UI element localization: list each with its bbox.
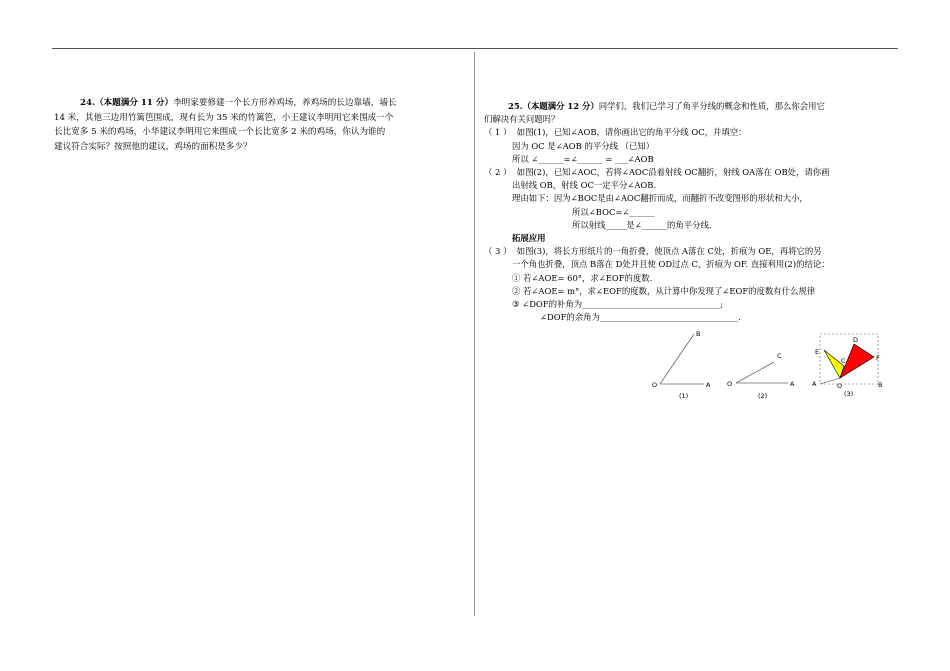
q24-line-3: 长比宽多 5 米的鸡场，小华建议李明用它来围成一个长比宽多 2 米的鸡场，你认为谁的 xyxy=(54,127,386,137)
label-c: C xyxy=(777,352,782,360)
p2-reason: 理由如下：因为∠BOC是由∠AOC翻折而成，而翻折不改变图形的形状和大小， xyxy=(512,193,808,204)
p1-so: 所以 ∠______=∠______ = ___∠AOB xyxy=(512,153,654,164)
q25-part-3 xyxy=(484,245,904,258)
label-e: E xyxy=(815,348,820,356)
p1-because: 因为 OC 是∠AOB 的平分线 （已知） xyxy=(512,140,655,151)
label-o: O xyxy=(652,381,658,389)
label-c: C xyxy=(841,357,846,365)
label-o: O xyxy=(837,382,843,390)
p3-label: （ 3 ） xyxy=(484,246,512,257)
sub-question-1: ① 若∠AOE= 60°，求∠EOF的度数. xyxy=(512,272,653,283)
top-rule xyxy=(52,48,898,49)
label-a: A xyxy=(706,381,711,389)
label-d: D xyxy=(853,336,859,344)
sub-question-3b: ∠DOF的余角为_________________________________. xyxy=(540,312,741,323)
ray-oc xyxy=(736,362,774,383)
p3-text: 如图(3)，将长方形纸片的一角折叠，使顶点 A落在 C处，折痕为 OE，再将它的另 xyxy=(516,246,822,257)
p1-label: （ 1 ） xyxy=(484,127,512,138)
caption-2: (2) xyxy=(758,392,768,400)
p2-reason-2: 所以∠BOC=∠______ xyxy=(572,206,655,217)
column-divider xyxy=(474,52,475,616)
label-a: A xyxy=(812,380,817,388)
q25-intro-1: 同学们，我们已学习了角平分线的概念和性质，那么你会用它 xyxy=(598,101,825,111)
label-o: O xyxy=(727,380,733,388)
q24-line-1 xyxy=(54,96,468,111)
question-24 xyxy=(54,96,468,154)
q25-score: （本题满分 12 分） xyxy=(522,101,599,111)
p2-text: 如图(2)，已知∠AOC，若将∠AOC沿着射线 OC翻折，射线 OA落在 OB处，请你画 xyxy=(516,167,830,178)
figure-2 xyxy=(724,346,804,402)
caption-1: (1) xyxy=(679,392,689,400)
p2-text-2: 出射线 OB，射线 OC一定平分∠AOB. xyxy=(512,180,657,191)
extension-title: 拓展应用 xyxy=(512,233,546,244)
q24-number: 24. xyxy=(80,98,95,108)
sub-question-2: ② 若∠AOE= m°，求∠EOF的度数，从计算中你发现了∠EOF的度数有什么规律 xyxy=(512,285,816,296)
label-b: B xyxy=(696,330,701,338)
figure-3 xyxy=(810,330,886,400)
p2-reason-3: 所以射线_____是∠______的角平分线. xyxy=(572,219,712,230)
label-b: B xyxy=(878,381,883,389)
q24-score: （本题满分 11 分） xyxy=(94,98,174,108)
question-25 xyxy=(484,100,904,324)
p3-text-2: 一个角也折叠，顶点 B落在 D处并且使 OD过点 C，折痕为 OF. 直接利用(2)的结论： xyxy=(512,259,830,270)
q24-line-2: 14 米，其他三边用竹篱笆围成，现有长为 35 米的竹篱笆，小王建议李明用它来围成一个 xyxy=(54,112,394,123)
label-f: F xyxy=(876,354,880,362)
label-a: A xyxy=(790,380,795,388)
figure-1 xyxy=(648,326,718,400)
p2-label: （ 2 ） xyxy=(484,167,512,178)
q25-part-1 xyxy=(484,126,904,139)
sub-question-3: ③ ∠DOF的补角为_________________________________; xyxy=(512,299,724,310)
p1-text: 如图(1)，已知∠AOB，请你画出它的角平分线 OC，并填空： xyxy=(516,127,747,138)
ray-ob xyxy=(660,334,694,384)
q25-part-2 xyxy=(484,166,904,179)
q25-line-intro xyxy=(484,100,904,113)
q24-line-4: 建议符合实际？按照他的建议，鸡场的面积是多少？ xyxy=(54,141,252,152)
q25-number: 25. xyxy=(508,101,523,111)
q24-text-1: 李明家要修建一个长方形养鸡场，养鸡场的长边靠墙，墙长 xyxy=(173,98,397,108)
caption-3: (3) xyxy=(844,390,854,398)
q25-intro-2: 们解决有关问题吗？ xyxy=(484,114,560,125)
